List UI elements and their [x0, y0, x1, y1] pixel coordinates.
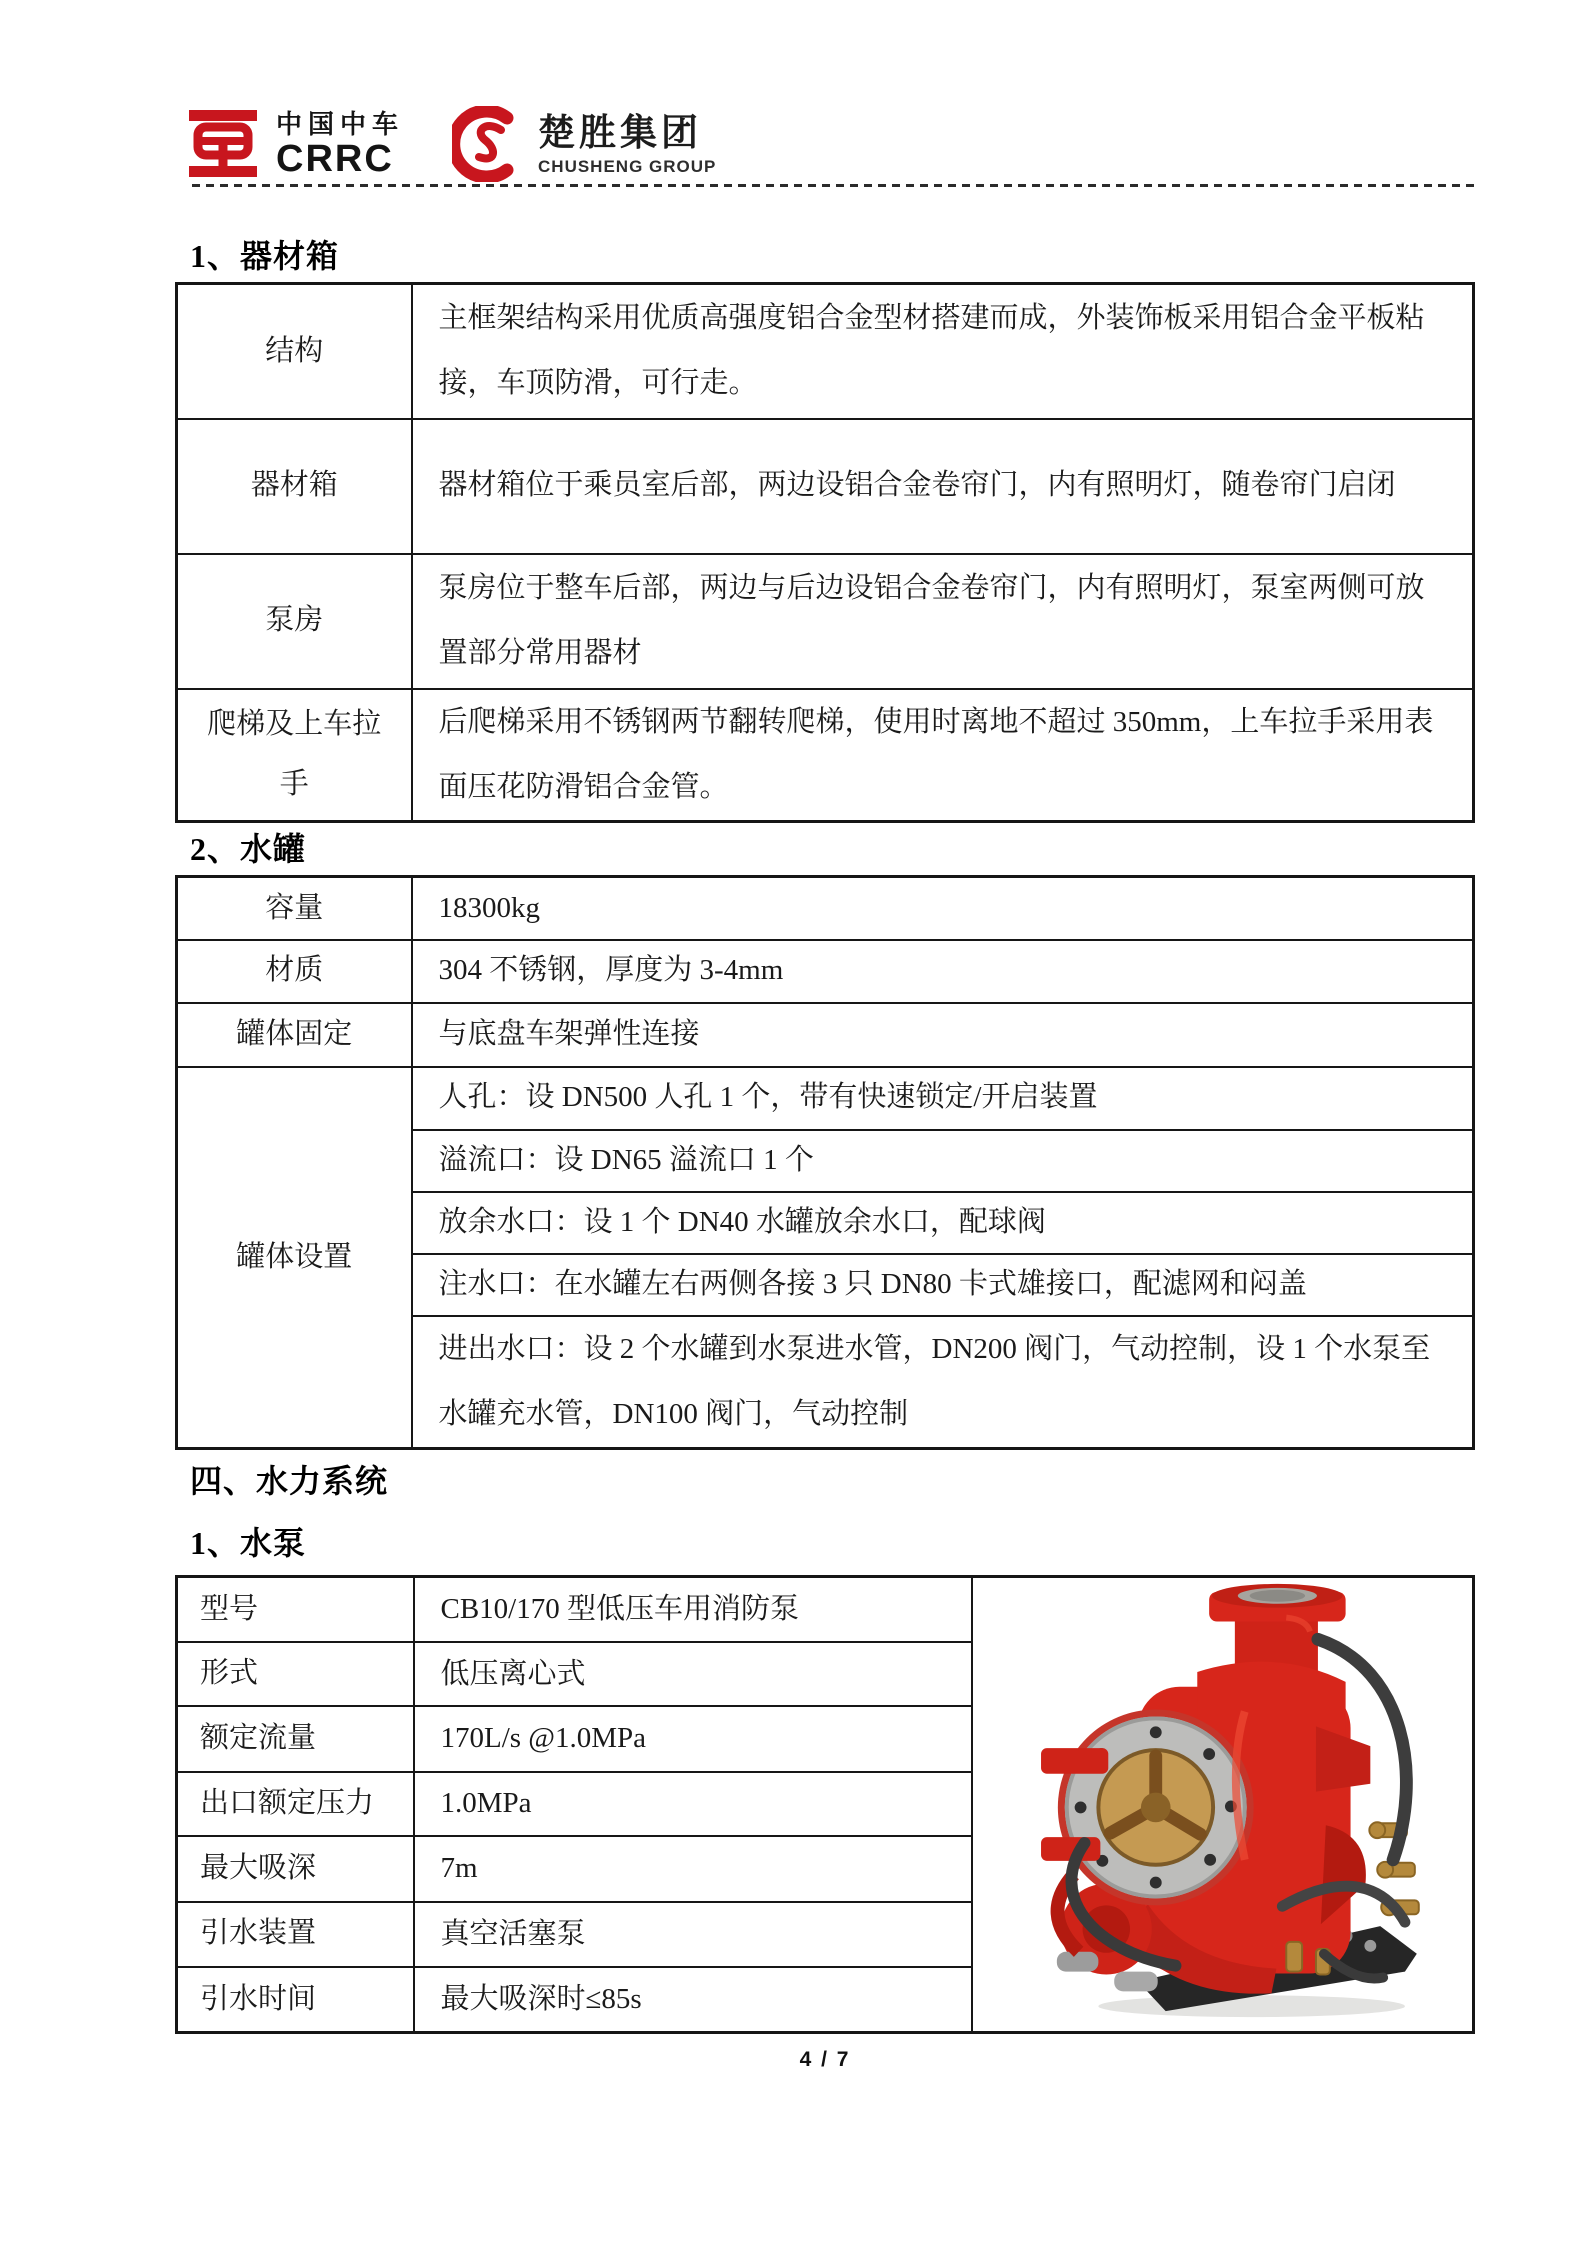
chusheng-name-en: CHUSHENG GROUP — [538, 156, 717, 176]
row-value: 真空活塞泵 — [414, 1902, 972, 1967]
table-row — [177, 554, 1474, 689]
table-row — [177, 689, 1474, 822]
table-row — [177, 1577, 1474, 1642]
crrc-logo-icon — [186, 107, 260, 181]
table-row — [177, 419, 1474, 554]
row-value: 后爬梯采用不锈钢两节翻转爬梯，使用时离地不超过 350mm，上车拉手采用表面压花防滑铝合金管。 — [412, 689, 1474, 822]
row-value: 低压离心式 — [414, 1642, 972, 1706]
chusheng-name-zh: 楚胜集团 — [538, 111, 703, 153]
row-value: 器材箱位于乘员室后部，两边设铝合金卷帘门，内有照明灯，随卷帘门启闭 — [412, 419, 1474, 554]
row-label: 材质 — [177, 940, 412, 1003]
heading-water-pump: 1、水泵 — [190, 1525, 307, 1561]
row-label: 出口额定压力 — [177, 1772, 414, 1836]
fire-pump-image — [982, 1578, 1462, 2023]
header — [186, 104, 716, 184]
row-value: 进出水口：设 2 个水罐到水泵进水管，DN200 阀门，气动控制，设 1 个水泵至水罐充水管，DN100 阀门，气动控制 — [412, 1316, 1474, 1449]
row-label: 容量 — [177, 877, 412, 940]
table-row — [177, 1067, 1474, 1130]
equipment-table — [175, 282, 1475, 823]
row-label: 额定流量 — [177, 1706, 414, 1771]
row-value: 溢流口：设 DN65 溢流口 1 个 — [412, 1130, 1474, 1192]
row-label: 泵房 — [177, 554, 412, 689]
pump-table — [175, 1575, 1475, 2034]
heading-water-tank: 2、水罐 — [190, 831, 307, 867]
row-value: 与底盘车架弹性连接 — [412, 1003, 1474, 1067]
row-value: 最大吸深时≤85s — [414, 1967, 972, 2033]
crrc-name-zh: 中国中车 — [276, 108, 405, 139]
row-value: 304 不锈钢，厚度为 3-4mm — [412, 940, 1474, 1003]
row-value: 放余水口：设 1 个 DN40 水罐放余水口，配球阀 — [412, 1192, 1474, 1254]
crrc-logo-text — [276, 108, 405, 180]
row-label: 器材箱 — [177, 419, 412, 554]
row-value: 170L/s @1.0MPa — [414, 1706, 972, 1771]
row-value: 1.0MPa — [414, 1772, 972, 1836]
table-row — [177, 284, 1474, 419]
row-label: 引水装置 — [177, 1902, 414, 1967]
row-value: 18300kg — [412, 877, 1474, 940]
row-label: 结构 — [177, 284, 412, 419]
row-label: 引水时间 — [177, 1967, 414, 2033]
chusheng-logo-icon — [452, 106, 524, 182]
chusheng-logo-text — [538, 111, 717, 176]
table-row — [177, 877, 1474, 940]
header-divider — [192, 184, 1478, 187]
row-label: 爬梯及上车拉手 — [177, 689, 412, 822]
row-label: 最大吸深 — [177, 1836, 414, 1901]
heading-hydraulic-system: 四、水力系统 — [190, 1463, 389, 1499]
heading-equipment-box: 1、器材箱 — [190, 238, 340, 274]
row-label: 型号 — [177, 1577, 414, 1642]
row-value: 人孔：设 DN500 人孔 1 个，带有快速锁定/开启装置 — [412, 1067, 1474, 1130]
table-row — [177, 940, 1474, 1003]
tank-table — [175, 875, 1475, 1450]
row-value: CB10/170 型低压车用消防泵 — [414, 1577, 972, 1642]
row-value: 主框架结构采用优质高强度铝合金型材搭建而成，外装饰板采用铝合金平板粘接，车顶防滑，可行走。 — [412, 284, 1474, 419]
row-value: 7m — [414, 1836, 972, 1901]
table-row — [177, 1003, 1474, 1067]
row-label: 形式 — [177, 1642, 414, 1706]
crrc-name-en: CRRC — [276, 137, 394, 180]
row-value: 泵房位于整车后部，两边与后边设铝合金卷帘门，内有照明灯，泵室两侧可放置部分常用器材 — [412, 554, 1474, 689]
row-label: 罐体固定 — [177, 1003, 412, 1067]
pump-photo — [972, 1577, 1474, 2033]
page-number: 4 / 7 — [799, 2048, 851, 2071]
row-value: 注水口：在水罐左右两侧各接 3 只 DN80 卡式雄接口，配滤网和闷盖 — [412, 1254, 1474, 1316]
row-label-tank-config: 罐体设置 — [177, 1067, 412, 1449]
